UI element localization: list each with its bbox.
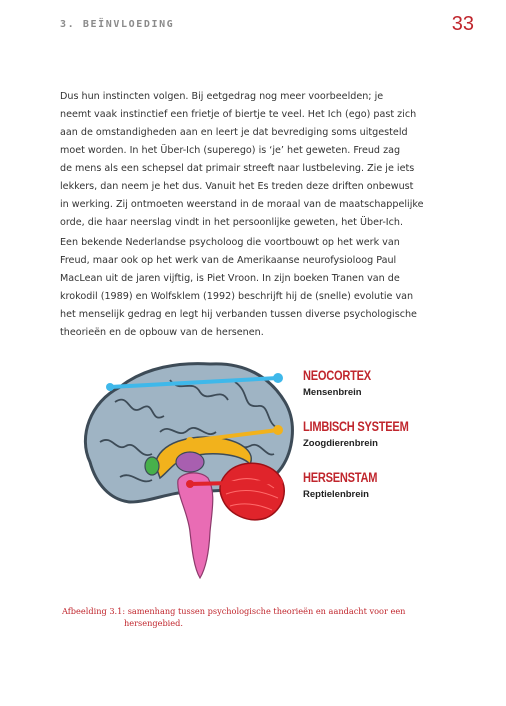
text-line: de mens als een schepsel dat primair streeft naar lustbeleving. Zie je iets [60, 163, 415, 174]
text-line: Dus hun instincten volgen. Bij eetgedrag nog meer voorbeelden; je [60, 91, 384, 102]
amygdala-shape [145, 457, 159, 475]
label-neocortex: NEOCORTEX [303, 368, 371, 383]
brainstem-shape [178, 473, 213, 578]
limbic-pointer-dot [273, 425, 283, 435]
text-line: het menselijk gedrag en legt hij verbanden tussen diverse psychologische [60, 309, 417, 320]
caption-line: hersengebied. [124, 618, 183, 628]
text-line: Freud, maar ook op het werk van de Amerikaanse neurofysioloog Paul [60, 255, 397, 266]
paragraph-freud [60, 88, 424, 232]
brain-illustration [60, 342, 450, 592]
label-brainstem: HERSENSTAM [303, 470, 378, 485]
cerebellum-shape [220, 463, 284, 520]
neocortex-pointer-dot [273, 373, 283, 383]
label-brainstem-subtitle: Reptielenbrein [303, 489, 369, 500]
label-limbic-system: LIMBISCH SYSTEEM [303, 419, 409, 434]
chapter-heading: 3. BEÏNVLOEDING [60, 19, 175, 30]
text-line: aan de omstandigheden aan en leert je dat bevrediging soms uitgesteld [60, 127, 408, 138]
text-line: orde, die haar neerslag vindt in het persoonlijke geweten, het Über-Ich. [60, 217, 404, 228]
text-line: Een bekende Nederlandse psycholoog die voortbouwt op het werk van [60, 237, 400, 248]
text-line: moet worden. In het Über-Ich (superego) is ‘je’ het geweten. Freud zag [60, 145, 401, 156]
thalamus-shape [176, 452, 204, 472]
text-line: neemt vaak instinctief een frietje of biertje te veel. Het Ich (ego) past zich [60, 109, 417, 120]
brainstem-pointer-dot [273, 477, 283, 487]
brain-figure [60, 342, 450, 592]
text-line: in werking. Zij ontmoeten weerstand in de moraal van de maatschappelijke [60, 199, 424, 210]
brainstem-pointer-line [190, 482, 278, 484]
figure-caption [62, 605, 452, 629]
paragraph-vroon [60, 234, 416, 342]
page-number: 33 [451, 13, 474, 35]
text-line: lekkers, dan neem je het dus. Vanuit het Es treden deze driften onbewust [60, 181, 414, 192]
text-line: theorieën en de opbouw van de hersenen. [60, 327, 264, 338]
caption-line: Afbeelding 3.1: samenhang tussen psychologische theorieën en aandacht voor een [62, 606, 406, 616]
label-limbic-subtitle: Zoogdierenbrein [303, 438, 378, 449]
label-neocortex-subtitle: Mensenbrein [303, 387, 362, 398]
text-line: krokodil (1989) en Wolfsklem (1992) beschrijft hij de (snelle) evolutie van [60, 291, 414, 302]
text-line: MacLean uit de jaren vijftig, is Piet Vroon. In zijn boeken Tranen van de [60, 273, 400, 284]
